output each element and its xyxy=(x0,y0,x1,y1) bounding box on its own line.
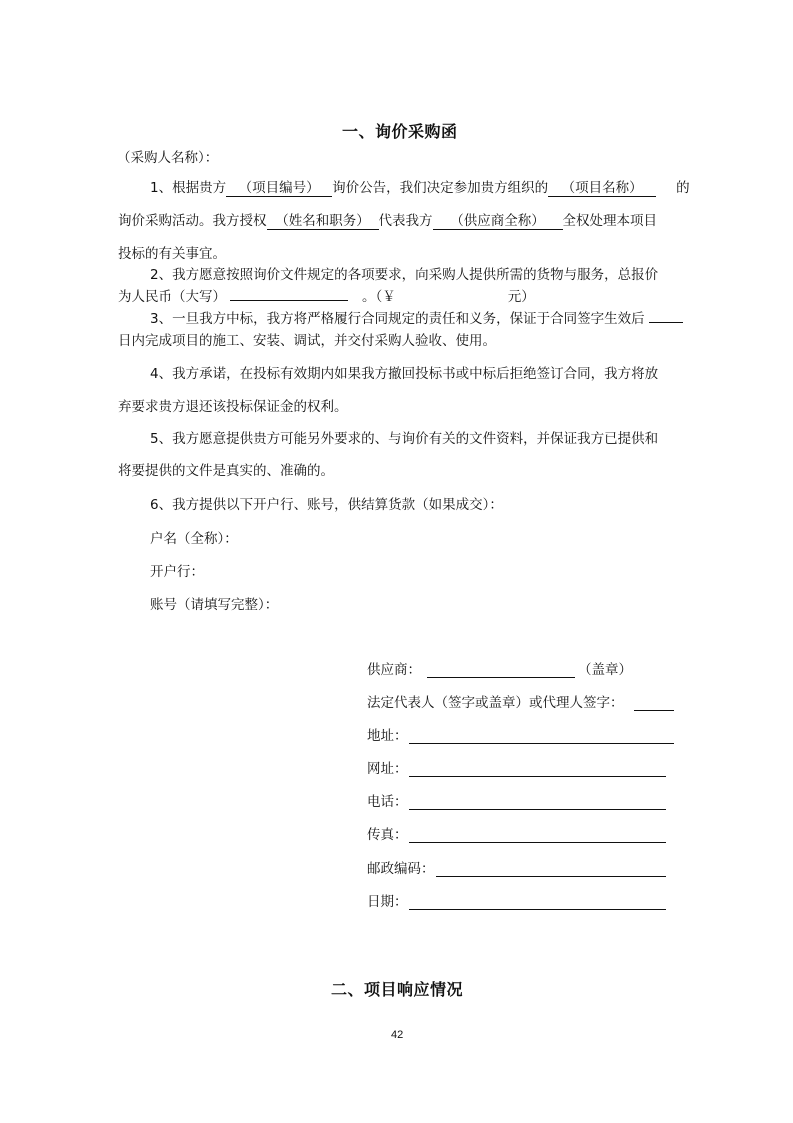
paragraph-1-line-1 xyxy=(150,180,690,197)
supplier-label: 供应商： xyxy=(367,662,421,678)
p1-text-e: 代表我方 xyxy=(378,213,433,229)
seal-label: （盖章） xyxy=(578,662,632,678)
fax-label: 传真： xyxy=(367,827,408,843)
p2-text-c: 。（￥ xyxy=(362,289,396,305)
paragraph-2-line-2 xyxy=(118,289,535,305)
completion-days-field xyxy=(649,322,683,323)
account-name-label: 户名（全称）： xyxy=(150,531,238,547)
p1-text-a: 1、根据贵方 xyxy=(150,180,227,196)
addressee-line: （采购人名称）： xyxy=(117,150,219,166)
paragraph-4-line-2: 弃要求贵方退还该投标保证金的权利。 xyxy=(118,399,348,415)
postcode-line xyxy=(436,876,666,877)
website-line xyxy=(409,776,666,777)
paragraph-5-line-1: 5、我方愿意提供贵方可能另外要求的、与询价有关的文件资料，并保证我方已提供和 xyxy=(150,431,659,447)
section-2-title: 二、项目响应情况 xyxy=(331,980,464,999)
p1-text-d: 询价采购活动。我方授权 xyxy=(118,213,267,229)
project-name-field: （项目名称） xyxy=(548,181,656,197)
p1-text-c: 的 xyxy=(676,180,690,196)
legal-representative-label: 法定代表人（签字或盖章）或代理人签字： xyxy=(367,695,624,711)
paragraph-3-line-1 xyxy=(150,311,683,327)
supplier-signature-line xyxy=(427,677,575,678)
date-line xyxy=(409,909,666,910)
supplier-fullname-field: （供应商全称） xyxy=(433,214,563,230)
paragraph-2-line-1: 2、我方愿意按照询价文件规定的各项要求，向采购人提供所需的货物与服务，总报价 xyxy=(150,267,659,283)
project-number-field: （项目编号） xyxy=(226,181,332,197)
p2-text-d: 元） xyxy=(507,289,535,305)
authorized-person-field: （姓名和职务） xyxy=(267,214,379,230)
p3-text-a: 3、一旦我方中标，我方将严格履行合同规定的责任和义务，保证于合同签字生效后 xyxy=(150,311,645,327)
paragraph-6-intro: 6、我方提供以下开户行、账号，供结算货款（如果成交）： xyxy=(150,497,503,513)
date-label: 日期： xyxy=(367,894,408,910)
address-line xyxy=(409,743,674,744)
paragraph-1-line-3: 投标的有关事宜。 xyxy=(118,246,226,262)
postcode-label: 邮政编码： xyxy=(367,861,435,877)
bank-label: 开户行： xyxy=(150,564,204,580)
p2-text-b: 为人民币（大写） xyxy=(118,289,226,305)
paragraph-5-line-2: 将要提供的文件是真实的、准确的。 xyxy=(118,463,334,479)
fax-line xyxy=(409,842,666,843)
paragraph-4-line-1: 4、我方承诺，在投标有效期内如果我方撤回投标书或中标后拒绝签订合同，我方将放 xyxy=(150,366,659,382)
website-label: 网址： xyxy=(367,761,408,777)
phone-label: 电话： xyxy=(367,794,408,810)
paragraph-1-line-2 xyxy=(118,213,657,230)
p1-text-f: 全权处理本项目 xyxy=(562,213,657,229)
p1-text-b: 询价公告，我们决定参加贵方组织的 xyxy=(332,180,549,196)
account-number-label: 账号（请填写完整）： xyxy=(150,597,279,613)
page-number: 42 xyxy=(391,1029,404,1041)
page-title: 一、询价采购函 xyxy=(342,122,458,141)
phone-line xyxy=(409,809,666,810)
legal-representative-line xyxy=(634,710,674,711)
total-price-words-field xyxy=(230,300,348,301)
paragraph-3-line-2: 日内完成项目的施工、安装、调试，并交付采购人验收、使用。 xyxy=(118,333,496,349)
address-label: 地址： xyxy=(367,728,408,744)
